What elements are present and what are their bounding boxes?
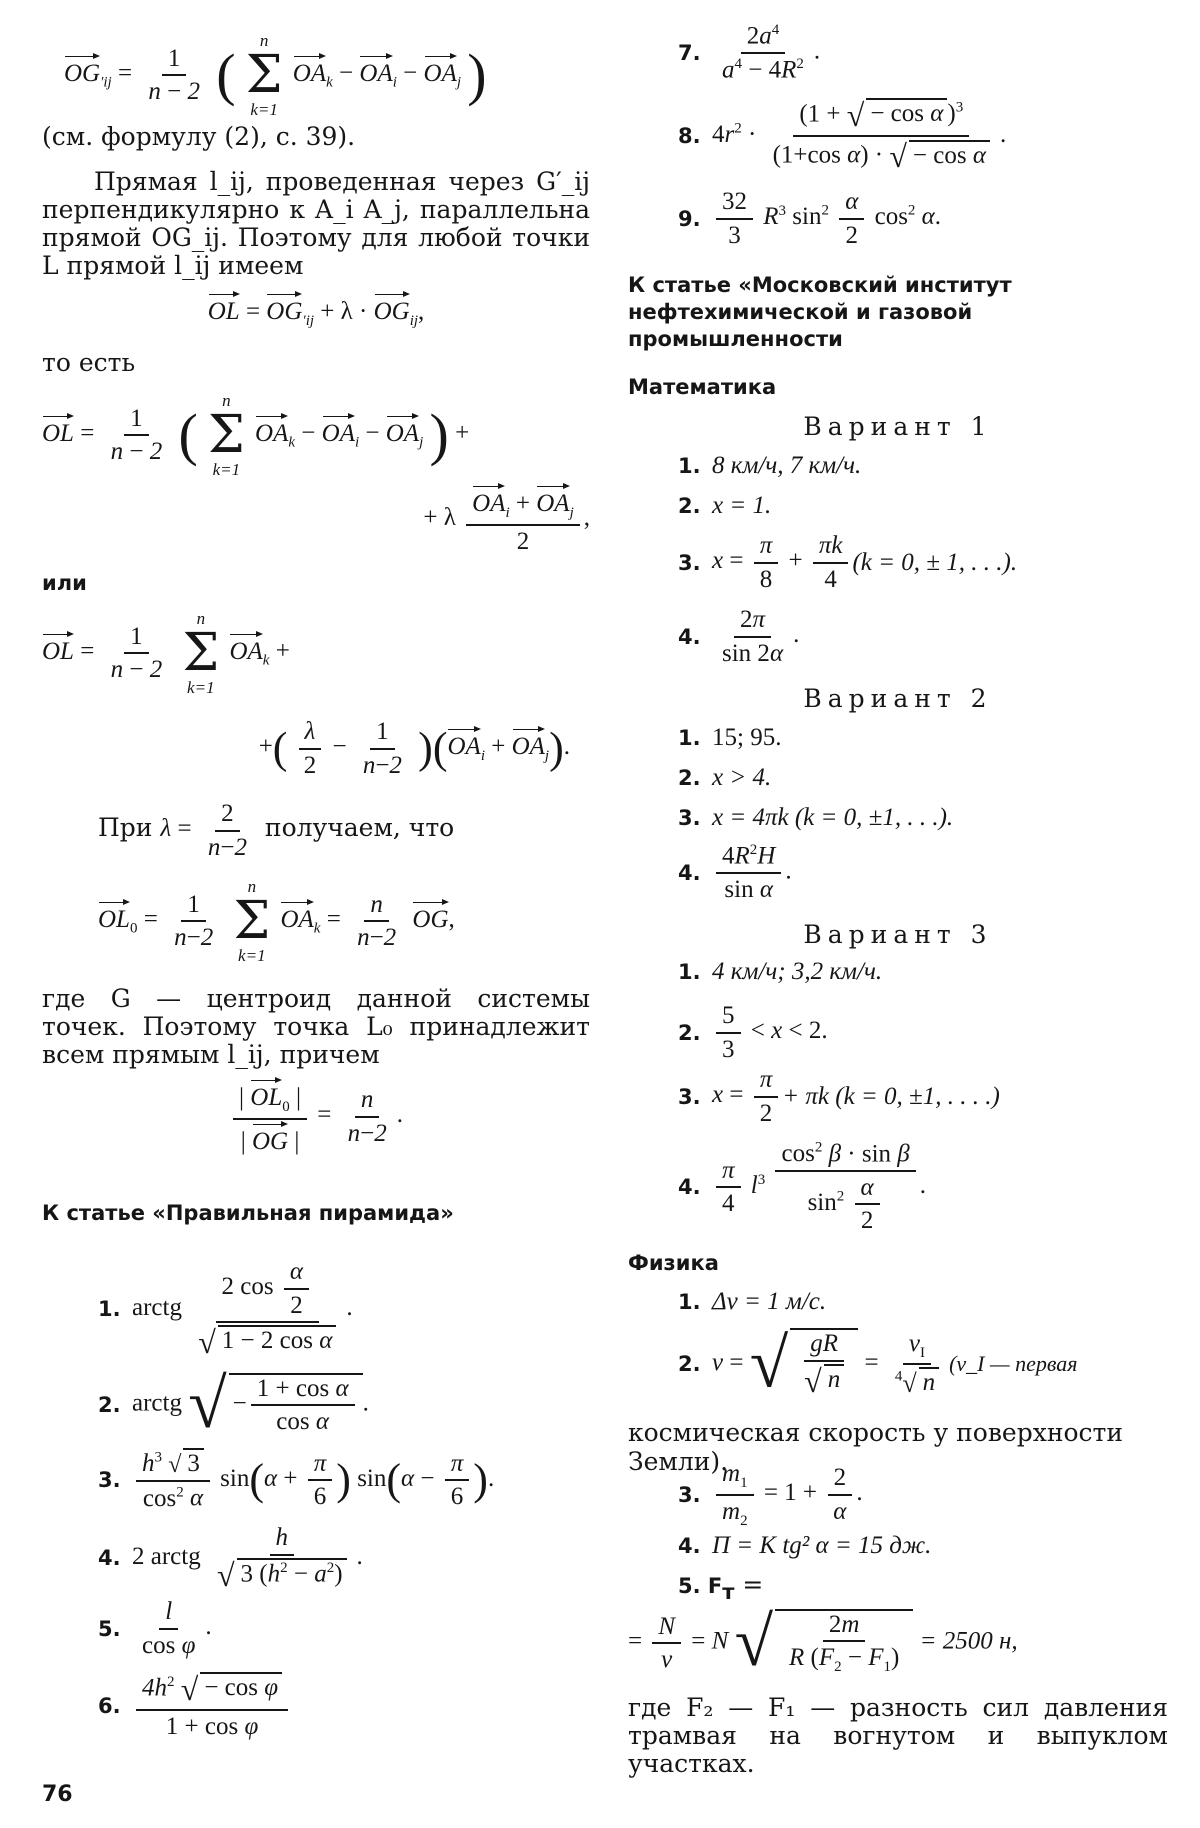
pyramid-answer-2: 2. arctg √ − $\frac{\text{1 + cos α}}{\text{cos α}}$ .: [98, 1366, 369, 1443]
answer-7: 7. $\frac{2a^4}{a^4 - 4R^2}$ .: [678, 22, 821, 84]
heading-pyramid: К статье «Правильная пирамида»: [42, 1201, 454, 1225]
answer-number: 4.: [98, 1546, 121, 1571]
v2-answer-2: [678, 764, 1168, 792]
answer-number: 2.: [678, 494, 701, 518]
answer-number: 9.: [678, 206, 701, 231]
answer-number: 5.: [98, 1616, 121, 1641]
v3-answer-4: 4. $\frac{\pi}{4}$ $l^3$ $\cos^2 \beta \cdot \sin \beta$ $\sin^2$ $\frac{\alpha}{2}$ .: [678, 1140, 926, 1235]
v1-a1-text: 8 км/ч, 7 км/ч.: [712, 452, 862, 479]
pyramid-answer-3: 3. $\frac{h^3 √ 3}{\cos^2 \alpha}$ sin(α + $\frac{\pi}{6}$ ) sin(α − $\frac{\pi}{6}$ ).: [98, 1449, 495, 1512]
variant-3-title: Вариант 3: [803, 920, 993, 949]
v2-a3-text: x = 4πk (k = 0, ±1, . . .).: [712, 804, 954, 831]
formula-ol0: $OL_0$ = $\frac{1}{n-2}$ n Σ k=1 $OA_k$ = $\frac{n}{n-2}$ OG,: [98, 877, 455, 965]
answer-number: 2.: [678, 1351, 701, 1376]
variant-1-title: Вариант 1: [803, 412, 993, 441]
formula-ratio: $\frac{| OL_0 |}{| OG |}$ = $\frac{n}{n-2}$ .: [42, 1078, 590, 1155]
answer-number: 4.: [678, 1534, 701, 1558]
v2-answer-4: 4. $\frac{4R^2H}{\text{sin α}}$ .: [678, 842, 792, 903]
phys-a2-tail: (v_I — первая: [949, 1350, 1078, 1376]
answer-8: 8. $4r^2$ · $\frac{(1 + √ - \cos \alpha )^3}{\text{(1+cos α) · √ − cos α}}$ .: [678, 97, 1007, 175]
heading-math: Математика: [628, 375, 777, 399]
v3-a1-text: 4 км/ч; 3,2 км/ч.: [712, 958, 883, 985]
pri-lambda-text: получаем, что: [264, 813, 455, 843]
pyramid-answer-1: 1. arctg 2 cos $\frac{\alpha}{2}$ √ 1 − 2 cos α .: [98, 1258, 353, 1360]
answer-number: 8.: [678, 124, 701, 149]
phys-answer-3: 3. $\frac{m_1}{m_2}$ = 1 + $\frac{2}{\alpha}$ .: [678, 1460, 863, 1529]
formula-ol-sum: OL = $\frac{1}{n - 2}$ n Σ k=1 $OA_k$ +: [42, 609, 290, 697]
paragraph-centroid: где G — центроид данной системы точек. Поэтому точка L₀ принадлежит всем прямым l_ij, причем: [42, 984, 590, 1069]
formula-ol-lambda: OL = $OG_{'ij} + \lambda \cdot OG_{ij}$,: [42, 292, 590, 330]
phys-a5-result: = 2500 н,: [919, 1627, 1018, 1655]
v1-answer-3: 3. x = $\frac{\pi}{8}$ + $\frac{\pi k}{4}$ (k = 0, ± 1, . . .).: [678, 532, 1018, 593]
answer-number: 4.: [678, 624, 701, 649]
pri-lambda: При λ = $\frac{2}{n-2}$ получаем, что: [98, 800, 455, 861]
answer-number: 2.: [678, 1020, 701, 1045]
answer-number: 2.: [678, 766, 701, 790]
text-ili: или: [42, 571, 87, 595]
answer-number: 6.: [98, 1694, 121, 1719]
answer-number: 1.: [678, 960, 701, 984]
answer-number: 2.: [98, 1393, 121, 1417]
answer-number: 7.: [678, 40, 701, 65]
answer-number: 3.: [678, 550, 701, 575]
phys-answer-4: [678, 1532, 1168, 1560]
v2-answer-3: [678, 804, 1168, 832]
answer-number: 1.: [678, 454, 701, 478]
v1-answer-4: 4. $\frac{2\pi}{\sin 2\alpha}$ .: [678, 606, 800, 667]
answer-number: 1.: [98, 1297, 121, 1322]
answer-number: 3.: [678, 1482, 701, 1507]
v2-a2-text: x > 4.: [712, 764, 772, 791]
formula-og-prime: $OG_{'ij}$ = $\frac{1}{n - 2}$ ( n Σ k=1 $OA_k - OA_i - OA_j$ ): [64, 31, 487, 119]
phys-a5-label: 5. F: [678, 1574, 723, 1598]
pyramid-answer-6: 6. $\frac{4h^2 √ - \cos \varphi}{\text{1 + cos φ}}$: [98, 1672, 590, 1741]
v1-answer-2: [678, 492, 1168, 520]
answer-number: 3.: [678, 1084, 701, 1109]
phys-answer-1: [678, 1288, 1168, 1316]
v3-answer-1: [678, 958, 1168, 986]
v1-answer-1: [678, 452, 1168, 480]
answer-number: 1.: [678, 726, 701, 750]
formula-reference: (см. формулу (2), с. 39).: [42, 122, 356, 151]
heading-physics: Физика: [628, 1251, 719, 1275]
answer-9: 9. $\frac{32}{3}$ $R^3$ $\sin^2$ $\frac{\alpha}{2}$ $\cos^2 \alpha$.: [678, 188, 942, 249]
v2-a1-text: 15; 95.: [712, 724, 782, 751]
v1-a2-text: x = 1.: [712, 492, 772, 519]
answer-number: 4.: [678, 860, 701, 885]
paragraph-line-lij: Прямая l_ij, проведенная через G′_ij перпендикулярно к A_i A_j, параллельна прямой OG_ij. Поэтому для любой точки L прямой l_ij имеем: [42, 167, 590, 280]
phys-answer-5-label: 5. $F_т$ =: [678, 1570, 764, 1604]
formula-ol-expanded-1: OL = $\frac{1}{n - 2}$ ( n Σ k=1 $OA_k - OA_i - OA_j$ ) +: [42, 391, 470, 479]
v3-answer-2: 2. $\frac{5}{3}$ < x < 2.: [678, 1002, 828, 1063]
page-number: 76: [42, 1782, 73, 1807]
phys-answer-5-formula: = $\frac{N}{v}$ = N √ $\frac{2m}{R (F_2 - F_1)}$ = 2500 н,: [628, 1604, 1018, 1681]
pyramid-answer-4: 4. 2 arctg $\frac{h}{√ 3 (h^2 - a^2)}$ .: [98, 1524, 363, 1593]
heading-mingp: К статье «Московский институт нефтехимической и газовой промышленности: [628, 273, 1012, 351]
answer-number: 4.: [678, 1175, 701, 1200]
variant-2-title: Вариант 2: [803, 684, 993, 713]
formula-ol-expanded-2: + λ $\frac{OA_i + OA_j}{2}$ ,: [42, 484, 590, 555]
v2-answer-1: [678, 724, 1168, 752]
phys-a1-text: Δv = 1 м/с.: [712, 1288, 827, 1315]
answer-number: 3.: [98, 1468, 121, 1493]
pyramid-answer-5: 5. $\frac{l}{\text{cos φ}}$ .: [98, 1598, 212, 1659]
text-to-est: то есть: [42, 348, 136, 377]
answer-number: 3.: [678, 806, 701, 830]
v3-a3-tail: + πk (k = 0, ±1, . . . .): [782, 1082, 1000, 1110]
formula-ol-sum-2: +( $\frac{\lambda}{2}$ − $\frac{1}{n-2}$ )$(OA_i + OA_j)$.: [258, 718, 570, 779]
phys-a4-text: П = K tg² α = 15 дж.: [712, 1532, 932, 1559]
pri-word: При: [98, 813, 153, 843]
v3-answer-3: 3. x = $\frac{\pi}{2}$ + πk (k = 0, ±1, . . . .): [678, 1066, 1000, 1127]
v1-a3-tail: (k = 0, ± 1, . . .).: [852, 548, 1018, 576]
answer-number: 1.: [678, 1290, 701, 1314]
phys-a2-continuation: космическая скорость у поверхности Земли).: [628, 1418, 1124, 1476]
phys-answer-2: 2. v = √ $\frac{gR}{√ n}$ = $\frac{v_I}{^4√ n}$ (v_I — первая: [678, 1325, 1078, 1403]
phys-a5-note: где F₂ — F₁ — разность сил давления трамвая на вогнутом и выпуклом участках.: [628, 1693, 1168, 1778]
